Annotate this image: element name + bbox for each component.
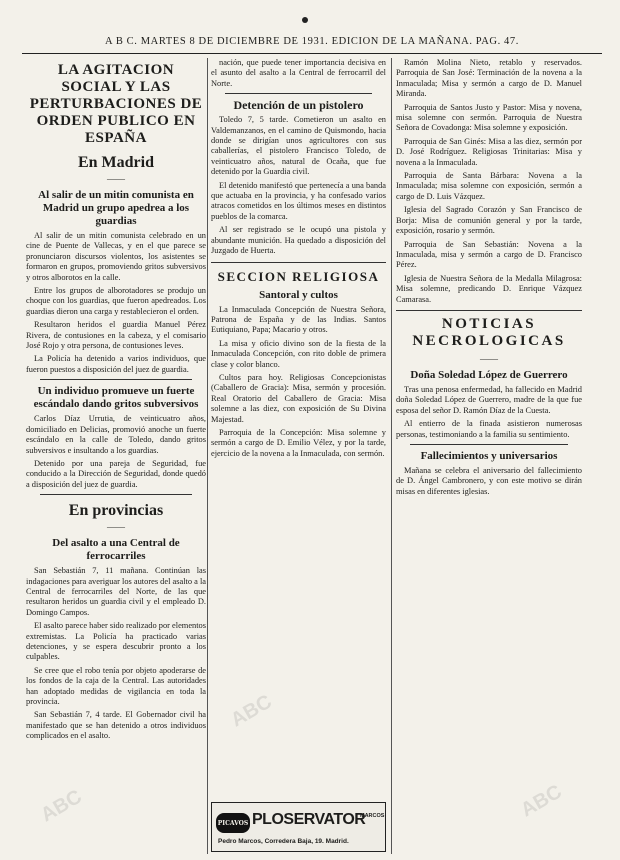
separator [40,494,192,495]
obituary1-title: Doña Soledad López de Guerrero [410,368,568,381]
article3-title: Del asalto a una Central de ferrocarriles [52,537,180,563]
ad-address: Pedro Marcos, Corredera Baja, 19. Madrid. [218,838,349,845]
column-1 [26,58,206,856]
religion-paragraph: La Inmaculada Concepción de Nuestra Señora, Patrona de España y de las Indias. Santos Eutiquiano, Papa; Macario y otros. [211,304,386,335]
watermark: ABC [227,690,276,732]
column-2 [211,58,386,798]
page-header: A B C. MARTES 8 DE DICIEMBRE DE 1931. EDICION DE LA MAÑANA. PAG. 47. [104,36,519,47]
separator [225,93,372,94]
continued-paragraph: nación, que puede tener importancia decisiva en el asunto del asalto a la Central de ferrocarril del Norte. [211,58,386,88]
article3-paragraph: Se cree que el robo tenía por objeto apoderarse de los fondos de la caja de la Central. Las autoridades han adoptado medidas de vigilancia en toda la provincia. [26,665,206,706]
column-3 [396,58,582,856]
article4-title: Detención de un pistolero [233,98,364,113]
ad-badge: PICAVOS [216,813,250,833]
ornament-dash: —— [480,353,498,364]
article1-paragraph: La Policía ha detenido a varios individuos, que fueron puestos a disposición del juez de guardia. [26,354,206,374]
santoral-heading: Santoral y cultos [259,288,338,301]
religion-continued-paragraph: Parroquia de San Ginés: Misa a las diez, sermón por D. José Rodríguez. Religiosas Trinitarias: Misa y novena a la Inmaculada. [396,136,582,167]
article2-paragraph: Carlos Díaz Urrutia, de veinticuatro años, domiciliado en Delicias, promovió anoche un fuerte escándalo en la calle de Toledo, dando gritos subversivos e insultando a los guardias. [26,414,206,455]
article1-paragraph: Resultaron heridos el guardia Manuel Pérez Rivera, de contusiones en la cabeza, y el comisario José Rojo y otra persona, de contusiones leves. [26,320,206,351]
article1-paragraph: Al salir de un mitin comunista celebrado en un cine de Puente de Vallecas, y en el que parece se pronunciaron discursos violentos, los asistentes se formaron en grupos, promoviendo gritos subversivos y otros alborotos en la calle. [26,231,206,282]
separator [40,379,192,380]
religion-continued-paragraph: Parroquia de Santos Justo y Pastor: Misa y novena, misa solemne con sermón. Parroquia de Nuestra Señora de Covadonga: Misa solemne y exposición. [396,102,582,133]
article4-paragraph: El detenido manifestó que pertenecía a una banda que actuaba en la provincia, y ha confesado varios atracos cometidos en los últimos meses en distintos pueblos de la comarca. [211,180,386,221]
advertisement [211,802,386,852]
watermark: ABC [37,785,86,827]
obituary2-title: Fallecimientos y universarios [420,449,558,462]
separator [211,262,386,263]
column-divider-1 [207,58,208,854]
ad-marks: MARCOS [360,813,385,819]
ornament-dash: —— [107,174,125,184]
religion-continued-paragraph: Parroquia de Santa Bárbara: Novena a la Inmaculada; misa solemne con exposición, sermón a cargo de D. Luis Vázquez. [396,171,582,201]
religion-continued-paragraph: Ramón Molina Nieto, retablo y reservados. Parroquia de San José: Terminación de la novena a la Inmaculada; Misa y sermón a cargo de D. Manuel Miranda. [396,58,582,99]
article1-paragraph: Entre los grupos de alborotadores se produjo un choque con los guardias, que fueron apedreados. Los guardias dieron una carga y restablecieron el orden. [26,286,206,316]
religion-heading: SECCION RELIGIOSA [217,268,380,284]
ornament-dash: —— [107,522,125,533]
religion-continued-paragraph: Iglesia de Nuestra Señora de la Medalla Milagrosa: Misa solemne, predicando D. Enrique Vázquez Camarasa. [396,273,582,304]
religion-paragraph: Cultos para hoy. Religiosas Concepcionistas (Caballero de Gracia): Misa, sermón y procesión. Real Oratorio del Caballero de Gracia: Misa solemne a las diez, con exposición de Su Divina Majestad. [211,372,386,424]
ad-brand: PLOSERVATOR [252,811,366,828]
religion-continued-paragraph: Iglesia del Sagrado Corazón y San Francisco de Borja: Misa de comunión general y por la tarde, exposición, rosario y sermón. [396,205,582,236]
noticias-heading: NOTICIAS NECROLOGICAS [412,315,566,349]
article3-paragraph: El asalto parece haber sido realizado por elementos extremistas. La Policía ha practicado varias detenciones, y se espera descubrir pronto a los culpables. [26,621,206,662]
header-rule [22,53,602,54]
page-dot [302,17,308,23]
obituary1-paragraph: Tras una penosa enfermedad, ha fallecido en Madrid doña Soledad López de Guerrero, madre de la que fue esposa del señor D. Ramón Díaz de la Cuesta. [396,384,582,415]
watermark: ABC [517,780,566,822]
main-headline: LA AGITACION SOCIAL Y LAS PERTURBACIONES DE ORDEN PUBLICO EN ESPAÑA [29,62,203,146]
article4-paragraph: Toledo 7, 5 tarde. Cometieron un asalto en Valdemanzanos, en el camino de Quismondo, hacia donde se dirigían unos agricultores con sus caballerías, el pistolero Francisco Toledo, de veinticuatro años, natural de Ocaña, que fue detenido por la Guardia civil. [211,115,386,177]
religion-paragraph: La misa y oficio divino son de la fiesta de la Inmaculada Concepción, con rito doble de primera clase y color blanco. [211,338,386,369]
article2-paragraph: Detenido por una pareja de Seguridad, fue conducido a la Dirección de Seguridad, donde quedó a disposición del juez de guardia. [26,458,206,489]
obituary2-paragraph: Mañana se celebra el aniversario del fallecimiento de D. Ángel Cambronero, y con este motivo se dirán misas en diferentes iglesias. [396,465,582,496]
religion-paragraph: Parroquia de la Concepción: Misa solemne y sermón a cargo de D. Emilio Vélez, y por la tarde, ejercicio de la novena a la Inmaculada, con sermón. [211,427,386,458]
separator [410,444,568,445]
obituary1-paragraph: Al entierro de la finada asistieron numerosas personas, testimoniando a la familia su sentimiento. [396,419,582,439]
article3-paragraph: San Sebastián 7, 11 mañana. Continúan las indagaciones para averiguar los autores del asalto a la Central de ferrocarriles del Norte, de las que resultaron heridos un guardia civil y el empleado D. Domingo Campos. [26,566,206,617]
religion-continued-paragraph: Parroquia de San Sebastián: Novena a la Inmaculada, misa y sermón a cargo de D. Francisco Pérez. [396,239,582,270]
madrid-heading: En Madrid [77,154,154,171]
provincias-heading: En provincias [68,502,164,520]
article2-title: Un individuo promueve un fuerte escándalo dando gritos subversivos [33,385,199,411]
column-divider-2 [391,58,392,854]
article1-title: Al salir de un mitin comunista en Madrid un grupo apedrea a los guardias [38,189,194,227]
article3-paragraph: San Sebastián 7, 4 tarde. El Gobernador civil ha manifestado que se han detenido a otros individuos complicados en el asalto. [26,710,206,741]
separator [396,310,582,311]
article4-paragraph: Al ser registrado se le ocupó una pistola y abundante munición. Ha quedado a disposición del Juzgado de Huerta. [211,225,386,256]
